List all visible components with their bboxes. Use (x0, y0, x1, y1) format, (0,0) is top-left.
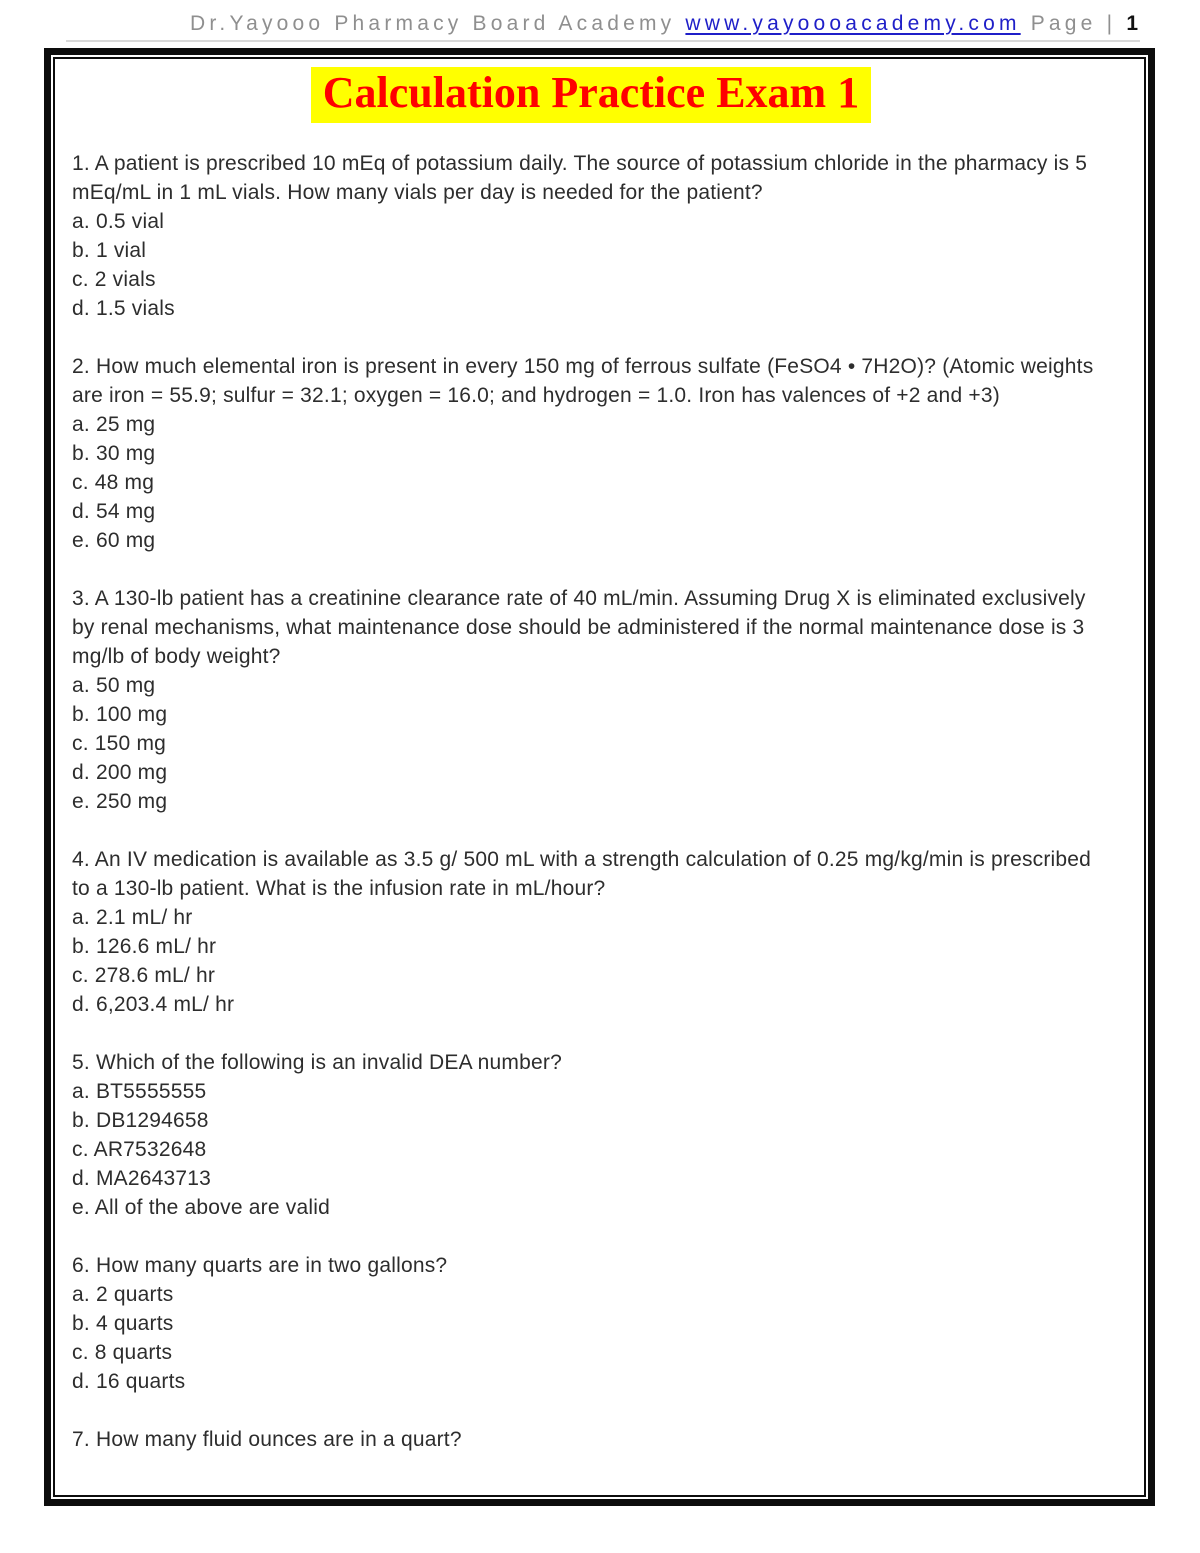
option-line: e. 60 mg (72, 529, 156, 552)
option-line: b. 100 mg (72, 703, 168, 726)
exam-box-inner (53, 57, 1146, 1497)
options-list (72, 1280, 1110, 1396)
page-number: 1 (1126, 12, 1140, 35)
question-block (72, 149, 1110, 323)
document-title-row (72, 67, 1110, 123)
questions-list (72, 149, 1110, 1454)
option-line: a. 25 mg (72, 413, 156, 436)
question-text: 2. How much elemental iron is present in every 150 mg of ferrous sulfate (FeSO4 • 7H2O)? (Atomic weights are iron = 55.9; sulfur = 32.1; oxygen = 16.0; and hydrogen = 1.0. Iron has valences of +2 and +3) (72, 355, 1094, 407)
option-line: d. 200 mg (72, 761, 168, 784)
question-text: 5. Which of the following is an invalid DEA number? (72, 1051, 562, 1074)
header-website-link[interactable]: www.yayoooacademy.com (685, 12, 1021, 35)
option-line: c. 2 vials (72, 268, 156, 291)
option-line: d. 1.5 vials (72, 297, 175, 320)
option-line: e. 250 mg (72, 790, 168, 813)
page-header (66, 12, 1140, 42)
header-brand: Dr.Yayooo Pharmacy Board Academy (190, 12, 676, 35)
question-block (72, 584, 1110, 816)
options-list (72, 1077, 1110, 1222)
option-line: c. 278.6 mL/ hr (72, 964, 216, 987)
question-block (72, 1048, 1110, 1222)
option-line: c. 150 mg (72, 732, 167, 755)
option-line: c. 48 mg (72, 471, 155, 494)
option-line: b. 126.6 mL/ hr (72, 935, 217, 958)
question-block (72, 1251, 1110, 1396)
option-line: d. 54 mg (72, 500, 156, 523)
page-label: Page | (1030, 12, 1117, 35)
question-text: 7. How many fluid ounces are in a quart? (72, 1428, 462, 1451)
question-block (72, 1425, 1110, 1454)
option-line: a. 2.1 mL/ hr (72, 906, 193, 929)
option-line: b. 30 mg (72, 442, 156, 465)
options-list (72, 410, 1110, 555)
page-title: Calculation Practice Exam 1 (311, 67, 871, 123)
question-text: 1. A patient is prescribed 10 mEq of potassium daily. The source of potassium chloride in the pharmacy is 5 mEq/mL in 1 mL vials. How many vials per day is needed for the patient? (72, 152, 1088, 204)
option-line: d. MA2643713 (72, 1167, 212, 1190)
option-line: a. BT5555555 (72, 1080, 207, 1103)
option-line: d. 6,203.4 mL/ hr (72, 993, 235, 1016)
option-line: b. 1 vial (72, 239, 147, 262)
option-line: a. 50 mg (72, 674, 156, 697)
question-text: 6. How many quarts are in two gallons? (72, 1254, 448, 1277)
exam-box (44, 48, 1155, 1506)
option-line: c. AR7532648 (72, 1138, 207, 1161)
options-list (72, 671, 1110, 816)
question-block (72, 352, 1110, 555)
option-line: c. 8 quarts (72, 1341, 173, 1364)
option-line: b. DB1294658 (72, 1109, 209, 1132)
option-line: a. 0.5 vial (72, 210, 165, 233)
option-line: a. 2 quarts (72, 1283, 174, 1306)
question-text: 3. A 130-lb patient has a creatinine clearance rate of 40 mL/min. Assuming Drug X is eliminated exclusively by renal mechanisms, what maintenance dose should be administered if the normal maintenance dose is 3 mg/lb of body weight? (72, 587, 1086, 668)
option-line: b. 4 quarts (72, 1312, 174, 1335)
option-line: e. All of the above are valid (72, 1196, 330, 1219)
option-line: d. 16 quarts (72, 1370, 186, 1393)
question-text: 4. An IV medication is available as 3.5 g/ 500 mL with a strength calculation of 0.25 mg/kg/min is prescribed to a 130-lb patient. What is the infusion rate in mL/hour? (72, 848, 1092, 900)
options-list (72, 903, 1110, 1019)
question-block (72, 845, 1110, 1019)
options-list (72, 207, 1110, 323)
